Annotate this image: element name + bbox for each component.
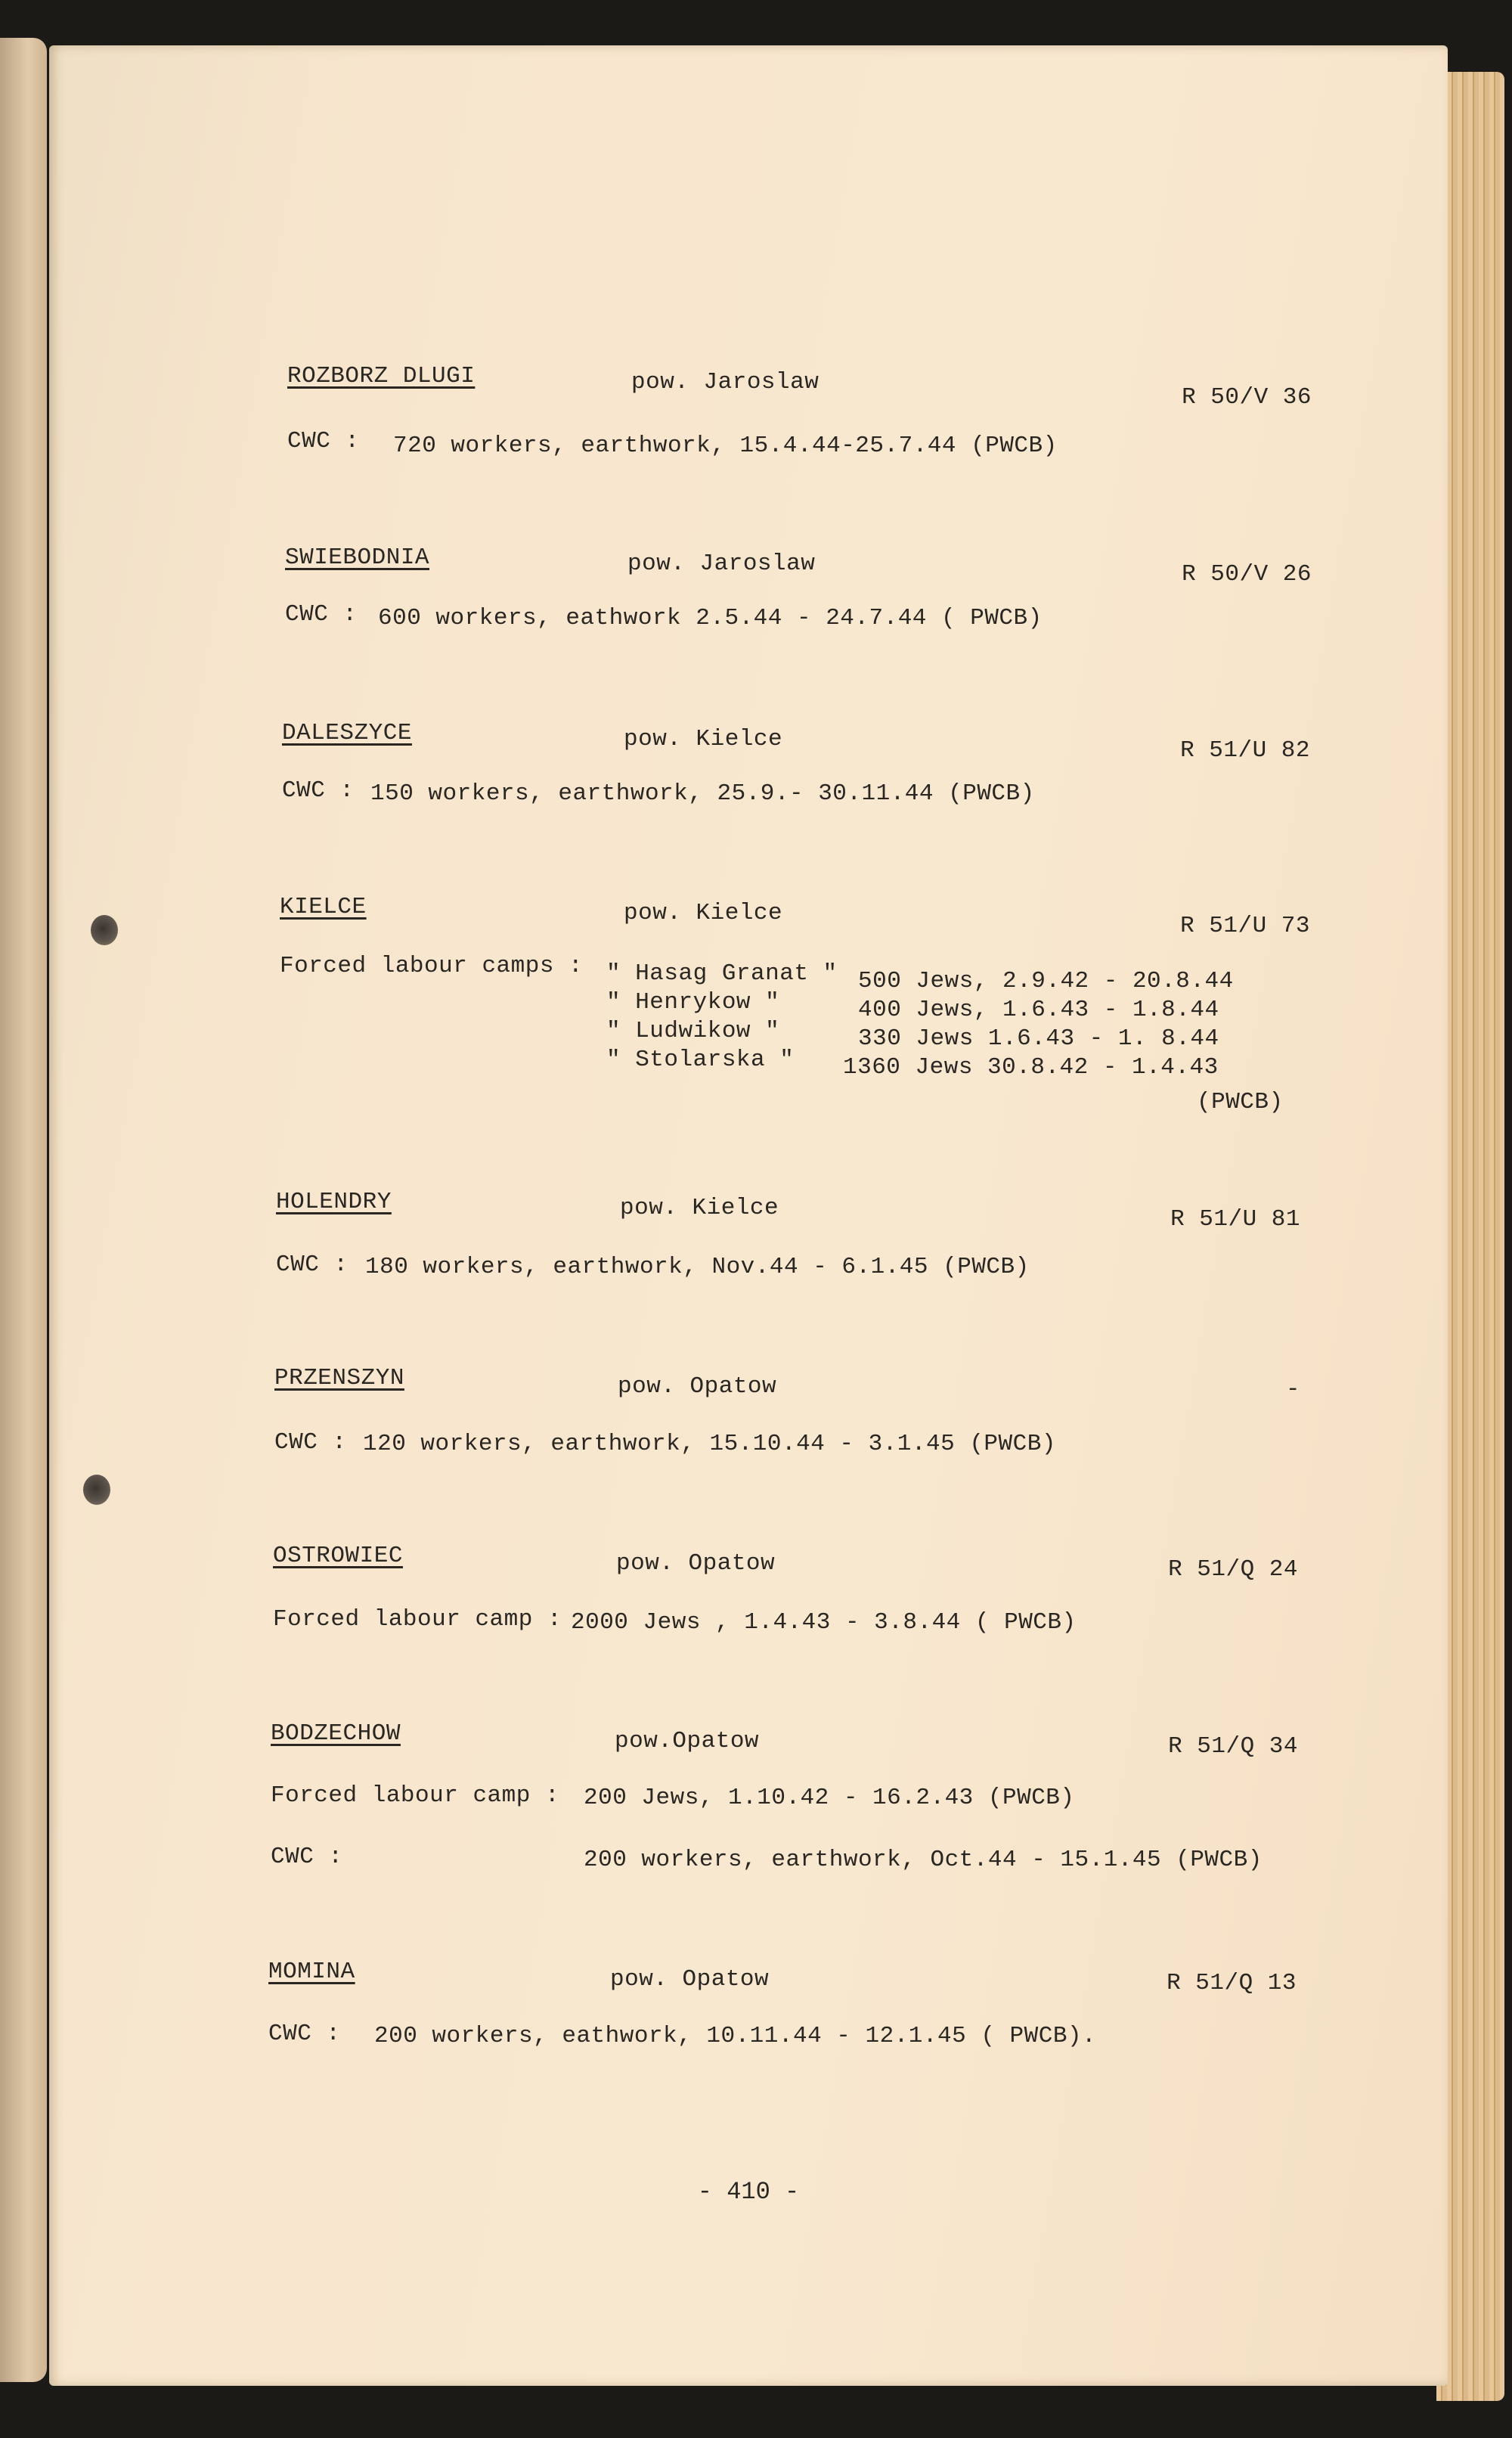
camp-name: " Stolarska " [606, 1047, 795, 1073]
place-name: BODZECHOW [271, 1720, 401, 1747]
entry-detail: 200 workers, eathwork, 10.11.44 - 12.1.45 ( PWCB). [374, 2023, 1097, 2049]
entry-label: CWC : [285, 601, 358, 628]
place-name: DALESZYCE [282, 720, 412, 746]
entry-detail: 200 workers, earthwork, Oct.44 - 15.1.45 (PWCB) [584, 1847, 1263, 1873]
entry-label: CWC : [276, 1252, 349, 1278]
map-reference: R 50/V 26 [1182, 561, 1312, 588]
place-name: ROZBORZ DLUGI [287, 363, 476, 389]
map-reference: R 51/Q 13 [1167, 1970, 1297, 1996]
punch-hole [91, 915, 118, 945]
entry-detail: 720 workers, earthwork, 15.4.44-25.7.44 (PWCB) [393, 433, 1058, 459]
entry-detail: 180 workers, earthwork, Nov.44 - 6.1.45 (PWCB) [365, 1254, 1030, 1280]
entry-label: Forced labour camps : [280, 953, 584, 979]
entry-detail: 120 workers, earthwork, 15.10.44 - 3.1.45 (PWCB) [363, 1431, 1056, 1457]
district: pow. Jaroslaw [631, 369, 820, 395]
district: pow. Opatow [618, 1373, 777, 1400]
entry-label: Forced labour camp : [271, 1782, 560, 1809]
page-number: - 410 - [697, 2178, 800, 2206]
punch-hole [83, 1475, 110, 1505]
camp-name: " Ludwikow " [606, 1018, 780, 1044]
map-reference: R 51/U 73 [1180, 913, 1310, 939]
map-reference: R 51/U 82 [1180, 737, 1310, 764]
entry-label: Forced labour camp : [273, 1606, 562, 1633]
camp-detail: 400 Jews, 1.6.43 - 1.8.44 [858, 997, 1219, 1023]
entry-detail: 2000 Jews , 1.4.43 - 3.8.44 ( PWCB) [571, 1609, 1077, 1636]
district: pow. Kielce [620, 1195, 779, 1221]
source-note: (PWCB) [1197, 1089, 1284, 1115]
district: pow.Opatow [615, 1728, 760, 1754]
entry-label: CWC : [287, 428, 360, 454]
district: pow. Opatow [610, 1966, 770, 1993]
entry-label: CWC : [271, 1844, 343, 1870]
district: pow. Kielce [624, 900, 783, 926]
document-page [49, 45, 1448, 2386]
district: pow. Kielce [624, 726, 783, 752]
map-reference: - [1285, 1376, 1300, 1403]
place-name: OSTROWIEC [273, 1543, 403, 1569]
place-name: HOLENDRY [276, 1189, 392, 1215]
district: pow. Jaroslaw [627, 551, 816, 577]
camp-detail: 500 Jews, 2.9.42 - 20.8.44 [858, 968, 1234, 994]
camp-detail: 330 Jews 1.6.43 - 1. 8.44 [858, 1025, 1219, 1052]
place-name: MOMINA [268, 1959, 355, 1985]
camp-name: " Hasag Granat " [606, 960, 838, 987]
entry-label: CWC : [274, 1429, 347, 1456]
entry-detail: 150 workers, earthwork, 25.9.- 30.11.44 (PWCB) [370, 780, 1035, 807]
left-page-edge [0, 38, 47, 2382]
place-name: PRZENSZYN [274, 1365, 404, 1391]
map-reference: R 51/U 81 [1170, 1206, 1300, 1233]
entry-label: CWC : [268, 2021, 341, 2047]
entry-detail: 600 workers, eathwork 2.5.44 - 24.7.44 ( PWCB) [378, 605, 1043, 631]
map-reference: R 51/Q 24 [1168, 1556, 1298, 1583]
map-reference: R 50/V 36 [1182, 384, 1312, 411]
place-name: SWIEBODNIA [285, 544, 430, 571]
map-reference: R 51/Q 34 [1168, 1733, 1298, 1760]
camp-detail: 1360 Jews 30.8.42 - 1.4.43 [843, 1054, 1219, 1081]
district: pow. Opatow [616, 1550, 776, 1577]
entry-detail: 200 Jews, 1.10.42 - 16.2.43 (PWCB) [584, 1785, 1075, 1811]
entry-label: CWC : [282, 777, 355, 804]
camp-name: " Henrykow " [606, 989, 780, 1016]
place-name: KIELCE [280, 894, 367, 920]
